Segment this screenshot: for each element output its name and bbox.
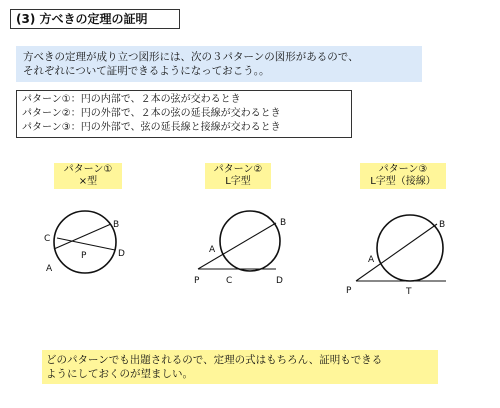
figure-2-label-line-2: L字型	[225, 176, 251, 187]
intro-line-1: 方べきの定理が成り立つ図形には、次の３パターンの図形があるので、	[23, 51, 359, 63]
pattern-line-3: パターン③：円の外部で、弦の延長線と接線が交わるとき	[22, 122, 281, 133]
figure-2-point-a: A	[209, 245, 216, 255]
figure-3-point-a: A	[368, 255, 375, 265]
intro-box	[16, 46, 422, 82]
figure-3-secant-ab	[356, 224, 437, 281]
patterns-box	[16, 90, 352, 138]
pattern-line-1: パターン①：円の内部で、２本の弦が交わるとき	[22, 94, 241, 105]
figure-1-point-a: A	[46, 264, 53, 274]
intro-line-2: それぞれについて証明できるようになっておこう。。	[23, 65, 270, 77]
figure-2-label-line-1: パターン②	[213, 164, 263, 175]
figure-3-point-b: B	[439, 220, 446, 230]
figure-2-diagram	[188, 205, 298, 295]
figure-1-diagram	[30, 205, 140, 295]
figure-3-point-t: T	[406, 287, 412, 297]
figure-1-label-line-1: パターン①	[63, 164, 113, 175]
figure-3-circle	[377, 215, 446, 281]
figure-3-label	[360, 163, 446, 189]
pattern-line-2: パターン②：円の外部で、２本の弦の延長線が交わるとき	[22, 108, 281, 119]
figure-2-circle	[220, 211, 280, 271]
figure-1-point-d: D	[118, 249, 125, 259]
figure-1-label	[54, 163, 122, 189]
figure-3-point-p: P	[346, 286, 352, 296]
figure-3-label-line-2: L字型（接線）	[370, 176, 436, 187]
figure-1-label-line-2: ×型	[78, 176, 98, 187]
figure-2-label	[205, 163, 271, 189]
figure-1-point-b: B	[113, 220, 120, 230]
figure-1-chord-ab	[54, 224, 111, 249]
figure-1-point-c: C	[44, 234, 51, 244]
conclusion-line-2: ようにしておくのが望ましい。	[46, 368, 193, 380]
figure-3-label-line-1: パターン③	[378, 164, 428, 175]
figure-2-point-d: D	[276, 276, 283, 286]
figure-2-point-b: B	[280, 218, 287, 228]
conclusion-line-1: どのパターンでも出題されるので、定理の式はもちろん、証明もできる	[46, 354, 383, 366]
figure-2-point-p: P	[194, 276, 200, 286]
figure-1-circle	[54, 211, 116, 273]
figure-1-point-p: P	[81, 251, 87, 261]
section-title: (3) 方べきの定理の証明	[10, 9, 180, 29]
figure-2-point-c: C	[226, 276, 233, 286]
conclusion-box	[42, 350, 438, 384]
figure-3-diagram	[340, 205, 460, 300]
